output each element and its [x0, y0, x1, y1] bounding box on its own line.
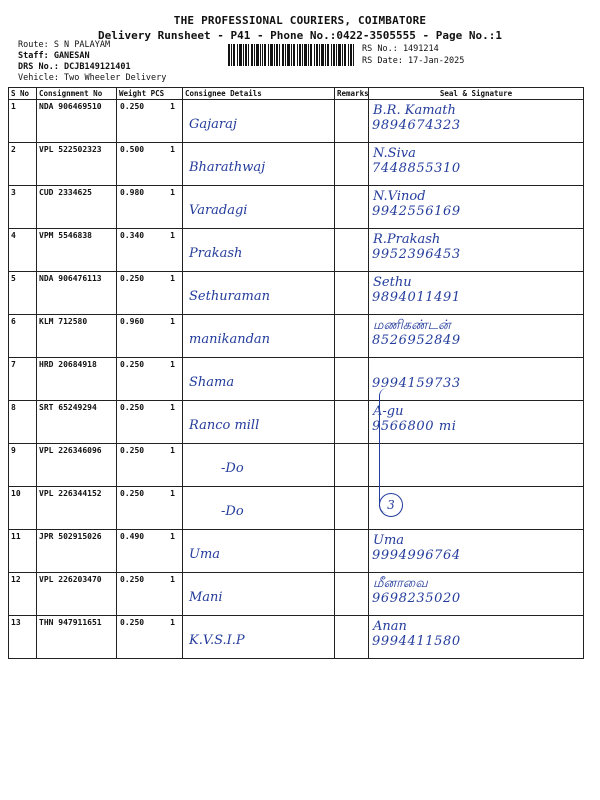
cell-consignment-no: SRT 65249294 [37, 401, 117, 444]
cell-seal-signature [369, 616, 584, 659]
route-label: Route: S N PALAYAM [18, 40, 111, 50]
cell-weight-pcs [117, 100, 183, 143]
cell-sno: 10 [9, 487, 37, 530]
cell-seal-signature [369, 530, 584, 573]
cell-remarks [335, 358, 369, 401]
table-row [9, 315, 584, 358]
signature-handwriting: மணிகண்டன் [373, 318, 451, 333]
cell-weight-pcs [117, 530, 183, 573]
col-header-weight: Weight [119, 89, 147, 98]
cell-seal-signature [369, 143, 584, 186]
cell-seal-signature [369, 100, 584, 143]
cell-sno: 9 [9, 444, 37, 487]
vehicle-label: Vehicle: Two Wheeler Delivery [18, 73, 167, 83]
cell-consignee [183, 186, 335, 229]
cell-sno: 6 [9, 315, 37, 358]
cell-consignment-no: CUD 2334625 [37, 186, 117, 229]
signature-handwriting: மீனாவை [373, 576, 428, 591]
pcs-value: 1 [170, 102, 175, 111]
cell-consignment-no: THN 947911651 [37, 616, 117, 659]
cell-consignment-no: VPM 5546838 [37, 229, 117, 272]
phone-handwriting: 9994411580 [372, 634, 461, 649]
cell-weight-pcs [117, 616, 183, 659]
signature-handwriting: N.Siva [373, 146, 416, 161]
col-header-consignment: Consignment No [37, 88, 117, 100]
signature-handwriting: N.Vinod [373, 189, 426, 204]
pcs-value: 1 [170, 489, 175, 498]
cell-sno: 2 [9, 143, 37, 186]
cell-consignee [183, 143, 335, 186]
cell-sno: 11 [9, 530, 37, 573]
cell-weight-pcs [117, 143, 183, 186]
consignee-handwriting: -Do [221, 461, 244, 476]
cell-seal-signature [369, 573, 584, 616]
rs-number: RS No.: 1491214 [362, 44, 439, 54]
cell-sno: 3 [9, 186, 37, 229]
drs-number: DRS No.: DCJB149121401 [18, 62, 131, 72]
cell-seal-signature [369, 186, 584, 229]
pcs-value: 1 [170, 618, 175, 627]
cell-seal-signature [369, 229, 584, 272]
consignee-handwriting: Prakash [189, 246, 243, 261]
cell-remarks [335, 143, 369, 186]
table-row [9, 616, 584, 659]
table-row [9, 444, 584, 487]
cell-remarks [335, 487, 369, 530]
cell-consignment-no: VPL 226203470 [37, 573, 117, 616]
phone-handwriting: 7448855310 [372, 161, 461, 176]
cell-sno: 4 [9, 229, 37, 272]
phone-handwriting: 9952396453 [372, 247, 461, 262]
table-row [9, 401, 584, 444]
table-row [9, 229, 584, 272]
cell-sno: 13 [9, 616, 37, 659]
pcs-value: 1 [170, 403, 175, 412]
col-header-seal-signature: Seal & Signature [369, 88, 584, 100]
cell-remarks [335, 530, 369, 573]
cell-consignee [183, 100, 335, 143]
cell-seal-signature [369, 272, 584, 315]
cell-weight-pcs [117, 401, 183, 444]
col-header-weight-pcs [117, 88, 183, 100]
cell-remarks [335, 401, 369, 444]
pcs-value: 1 [170, 532, 175, 541]
cell-remarks [335, 186, 369, 229]
col-header-sno: S No [9, 88, 37, 100]
table-row [9, 272, 584, 315]
cell-sno: 7 [9, 358, 37, 401]
consignee-handwriting: manikandan [189, 332, 271, 347]
pcs-value: 1 [170, 145, 175, 154]
rs-date: RS Date: 17-Jan-2025 [362, 56, 465, 66]
cell-weight-pcs [117, 315, 183, 358]
phone-handwriting: 9698235020 [372, 591, 461, 606]
table-row [9, 186, 584, 229]
table-row [9, 487, 584, 530]
cell-consignee [183, 358, 335, 401]
col-header-consignee: Consignee Details [183, 88, 335, 100]
cell-weight-pcs [117, 487, 183, 530]
table-row [9, 358, 584, 401]
report-title: THE PROFESSIONAL COURIERS, COIMBATORE [173, 14, 427, 27]
cell-seal-signature [369, 487, 584, 530]
cell-remarks [335, 444, 369, 487]
staff-label: Staff: GANESAN [18, 51, 90, 61]
phone-handwriting: 9942556169 [372, 204, 461, 219]
pcs-value: 1 [170, 360, 175, 369]
cell-consignment-no: VPL 226346096 [37, 444, 117, 487]
cell-consignee [183, 272, 335, 315]
circled-mark: 3 [379, 493, 403, 517]
pcs-value: 1 [170, 231, 175, 240]
cell-weight-pcs [117, 444, 183, 487]
signature-handwriting: Sethu [373, 275, 412, 290]
weight-value: 0.250 [120, 489, 145, 498]
cell-weight-pcs [117, 358, 183, 401]
weight-value: 0.250 [120, 274, 145, 283]
signature-handwriting: B.R. Kamath [373, 103, 456, 118]
consignee-handwriting: K.V.S.I.P [189, 633, 245, 648]
cell-consignment-no: KLM 712580 [37, 315, 117, 358]
col-header-remarks: Remarks [335, 88, 369, 100]
cell-consignee [183, 315, 335, 358]
runsheet-table [8, 87, 584, 659]
cell-consignee [183, 444, 335, 487]
weight-value: 0.250 [120, 575, 145, 584]
pcs-value: 1 [170, 446, 175, 455]
phone-handwriting: 9894011491 [372, 290, 461, 305]
cell-consignee [183, 229, 335, 272]
phone-handwriting: 9894674323 [372, 118, 461, 133]
cell-weight-pcs [117, 229, 183, 272]
cell-remarks [335, 100, 369, 143]
cell-remarks [335, 229, 369, 272]
weight-value: 0.500 [120, 145, 145, 154]
cell-weight-pcs [117, 573, 183, 616]
table-header-row [9, 88, 584, 100]
cell-remarks [335, 616, 369, 659]
cell-sno: 1 [9, 100, 37, 143]
phone-handwriting: 9566800 mi [372, 419, 457, 434]
handwritten-bracket [379, 388, 390, 513]
signature-handwriting: Uma [373, 533, 405, 548]
pcs-value: 1 [170, 274, 175, 283]
pcs-value: 1 [170, 575, 175, 584]
weight-value: 0.960 [120, 317, 145, 326]
table-row [9, 573, 584, 616]
consignee-handwriting: Mani [189, 590, 223, 605]
cell-remarks [335, 272, 369, 315]
cell-sno: 5 [9, 272, 37, 315]
cell-sno: 8 [9, 401, 37, 444]
consignee-handwriting: Bharathwaj [189, 160, 266, 175]
col-header-pcs: PCS [150, 89, 165, 98]
cell-weight-pcs [117, 186, 183, 229]
cell-seal-signature [369, 444, 584, 487]
consignee-handwriting: Shama [189, 375, 235, 390]
cell-weight-pcs [117, 272, 183, 315]
signature-handwriting: Anan [373, 619, 407, 634]
cell-seal-signature [369, 401, 584, 444]
consignee-handwriting: Uma [189, 547, 221, 562]
weight-value: 0.250 [120, 360, 145, 369]
phone-handwriting: 9994996764 [372, 548, 461, 563]
cell-consignment-no: NDA 906476113 [37, 272, 117, 315]
cell-consignee [183, 616, 335, 659]
cell-sno: 12 [9, 573, 37, 616]
pcs-value: 1 [170, 317, 175, 326]
consignee-handwriting: -Do [221, 504, 244, 519]
cell-remarks [335, 573, 369, 616]
cell-consignment-no: JPR 502915026 [37, 530, 117, 573]
cell-consignment-no: VPL 522502323 [37, 143, 117, 186]
cell-consignment-no: HRD 20684918 [37, 358, 117, 401]
phone-handwriting: 8526952849 [372, 333, 461, 348]
cell-consignee [183, 530, 335, 573]
cell-consignment-no: VPL 226344152 [37, 487, 117, 530]
weight-value: 0.340 [120, 231, 145, 240]
consignee-handwriting: Varadagi [189, 203, 248, 218]
consignee-handwriting: Gajaraj [189, 117, 237, 132]
pcs-value: 1 [170, 188, 175, 197]
table-row [9, 100, 584, 143]
cell-remarks [335, 315, 369, 358]
phone-handwriting: 9994159733 [372, 376, 461, 391]
signature-handwriting: A-gu [373, 404, 404, 419]
weight-value: 0.490 [120, 532, 145, 541]
weight-value: 0.250 [120, 618, 145, 627]
weight-value: 0.250 [120, 446, 145, 455]
table-row [9, 143, 584, 186]
consignee-handwriting: Ranco mill [189, 418, 260, 433]
consignee-handwriting: Sethuraman [189, 289, 270, 304]
cell-seal-signature [369, 315, 584, 358]
signature-handwriting: R.Prakash [373, 232, 441, 247]
table-row [9, 530, 584, 573]
report-subtitle: Delivery Runsheet - P41 - Phone No.:0422-3505555 - Page No.:1 [98, 29, 502, 42]
cell-consignee [183, 487, 335, 530]
barcode [228, 44, 354, 66]
weight-value: 0.250 [120, 403, 145, 412]
weight-value: 0.250 [120, 102, 145, 111]
cell-consignee [183, 401, 335, 444]
weight-value: 0.980 [120, 188, 145, 197]
cell-consignment-no: NDA 906469510 [37, 100, 117, 143]
cell-consignee [183, 573, 335, 616]
cell-seal-signature [369, 358, 584, 401]
